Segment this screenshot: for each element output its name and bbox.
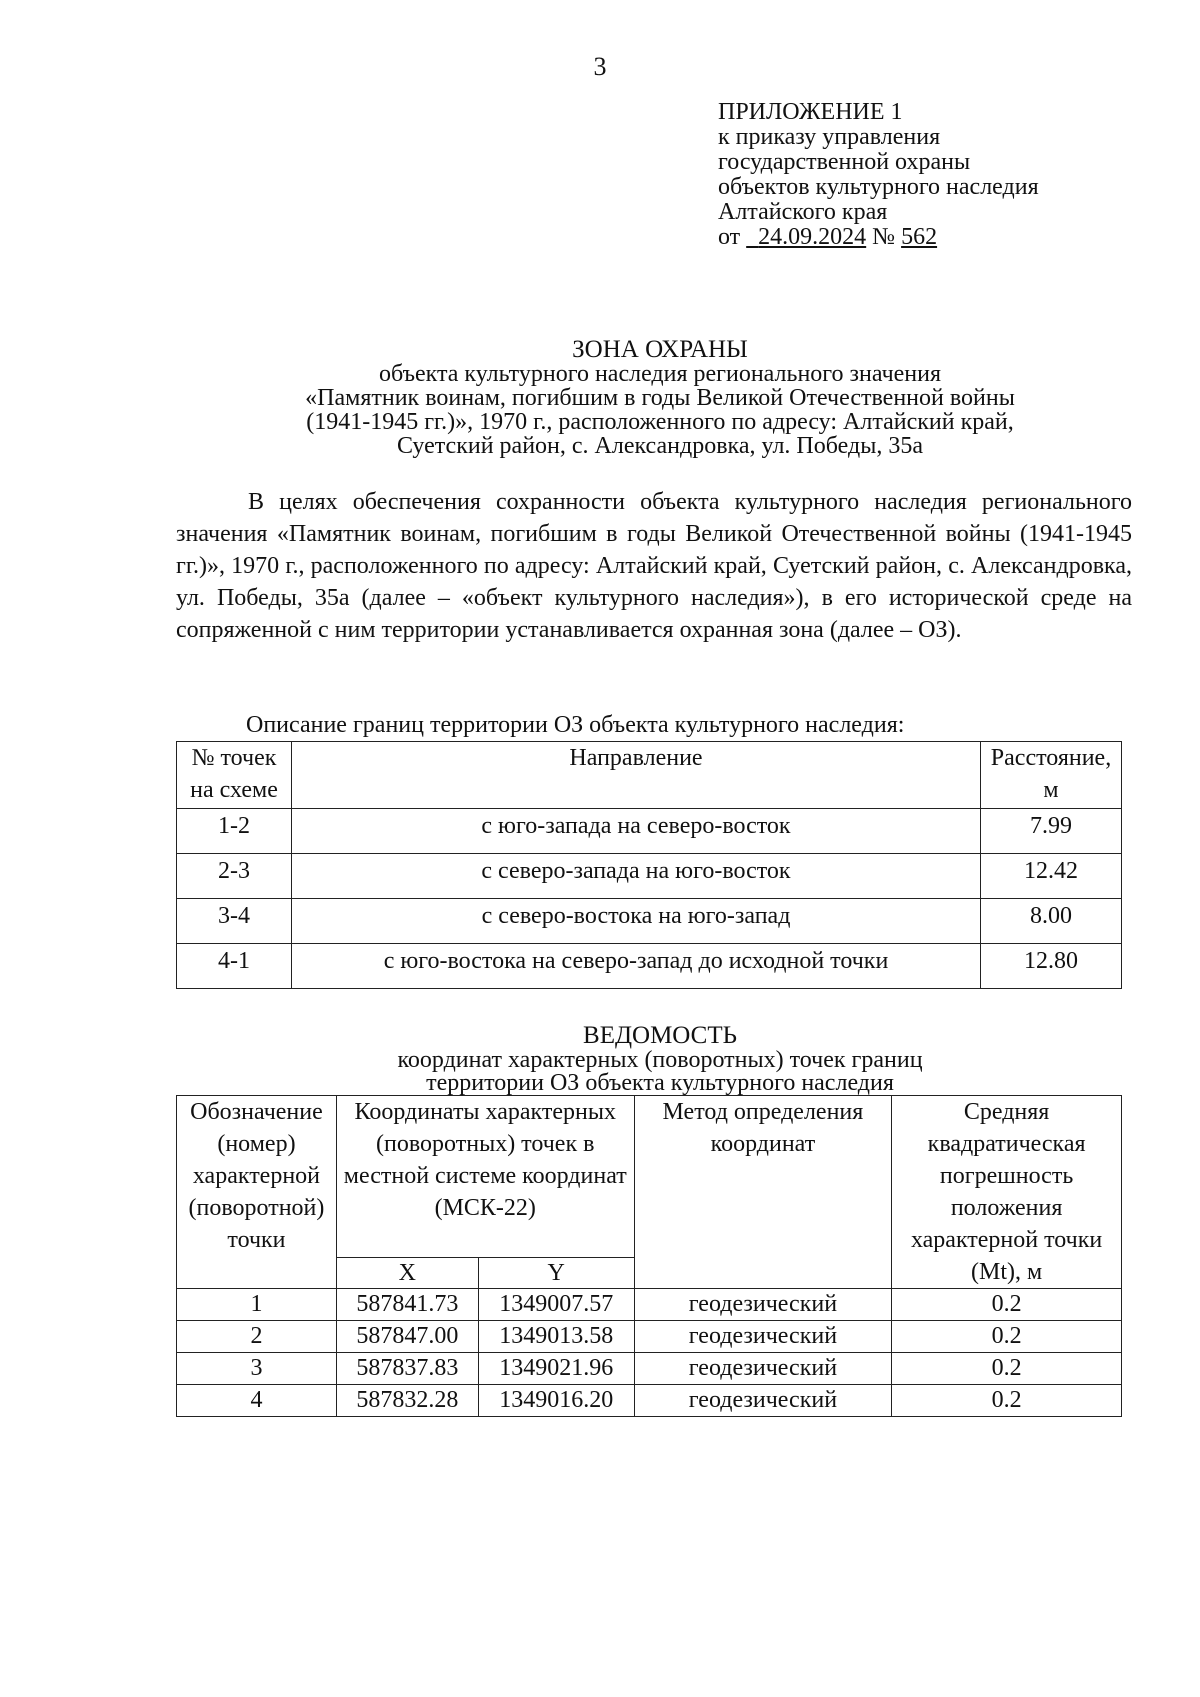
header-points: № точек на схеме: [177, 742, 292, 809]
cell-points: 2-3: [177, 854, 292, 899]
cell-direction: с северо-востока на юго-запад: [292, 899, 981, 944]
table-row: [177, 1385, 1122, 1417]
header-coords: Координаты характерных (поворотных) точек в местной системе координат (МСК-22): [336, 1096, 634, 1258]
cell-distance: 7.99: [981, 809, 1122, 854]
table-row: [177, 944, 1122, 989]
cell-direction: с северо-запада на юго-восток: [292, 854, 981, 899]
cell-point-number: 2: [177, 1321, 337, 1353]
cell-y: 1349013.58: [478, 1321, 634, 1353]
number-prefix: №: [872, 224, 896, 250]
appendix-header: [718, 100, 1039, 250]
cell-distance: 12.42: [981, 854, 1122, 899]
cell-x: 587837.83: [336, 1353, 478, 1385]
cell-method: геодезический: [634, 1353, 892, 1385]
registry-subtitle-line: территории ОЗ объекта культурного наследия: [426, 1070, 894, 1096]
intro-paragraph: [176, 486, 1132, 646]
table-row: [177, 809, 1122, 854]
appendix-line: объектов культурного наследия: [718, 174, 1039, 200]
header-y: Y: [478, 1257, 634, 1288]
zone-subtitle-line: объекта культурного наследия регионального значения: [378, 361, 942, 387]
order-date: 24.09.2024: [758, 224, 867, 250]
cell-method: геодезический: [634, 1321, 892, 1353]
cell-point-number: 3: [177, 1353, 337, 1385]
zone-subtitle-line: «Памятник воинам, погибшим в годы Великой Отечественной войны: [305, 385, 1015, 411]
header-distance: Расстояние, м: [981, 742, 1122, 809]
page-number: 3: [593, 52, 607, 81]
cell-point-number: 4: [177, 1385, 337, 1417]
appendix-line: государственной охраны: [718, 149, 971, 175]
header-direction: Направление: [292, 742, 981, 809]
registry-subtitle-line: координат характерных (поворотных) точек границ: [397, 1047, 923, 1073]
intro-text: В целях обеспечения сохранности объекта культурного наследия регионального значения «Памятник воинам, погибшим в годы Великой Отечественной войны (1941-1945 гг.)», 1970 г., расположенного по адресу: Алтайский край, Суетский район, с. Александровка, ул. Победы, 35а (далее – «объект культурного наследия»), в его исторической среде на сопряженной с ним территории устанавливается охранная зона (далее – ОЗ).: [176, 489, 1132, 643]
zone-subtitle-line: Суетский район, с. Александровка, ул. Победы, 35а: [397, 433, 923, 459]
cell-y: 1349021.96: [478, 1353, 634, 1385]
cell-x: 587841.73: [336, 1289, 478, 1321]
table-header-row: [177, 1096, 1122, 1258]
coordinates-table: [176, 1095, 1122, 1417]
cell-method: геодезический: [634, 1385, 892, 1417]
zone-title: ЗОНА ОХРАНЫ: [572, 336, 748, 363]
header-error: Средняя квадратическая погрешность положения характерной точки (Mt), м: [892, 1096, 1122, 1289]
cell-y: 1349007.57: [478, 1289, 634, 1321]
header-method: Метод определения координат: [634, 1096, 892, 1289]
cell-x: 587832.28: [336, 1385, 478, 1417]
cell-points: 1-2: [177, 809, 292, 854]
table-header-row: [177, 742, 1122, 809]
order-number: 562: [901, 224, 938, 250]
appendix-line: к приказу управления: [718, 124, 941, 150]
cell-error: 0.2: [892, 1385, 1122, 1417]
boundaries-caption: Описание границ территории ОЗ объекта культурного наследия:: [246, 712, 905, 738]
table-row: [177, 1289, 1122, 1321]
cell-error: 0.2: [892, 1353, 1122, 1385]
appendix-date-line: [718, 225, 1039, 250]
cell-distance: 8.00: [981, 899, 1122, 944]
cell-direction: с юго-востока на северо-запад до исходной точки: [292, 944, 981, 989]
cell-error: 0.2: [892, 1289, 1122, 1321]
cell-points: 4-1: [177, 944, 292, 989]
cell-direction: с юго-запада на северо-восток: [292, 809, 981, 854]
table-row: [177, 899, 1122, 944]
appendix-title: ПРИЛОЖЕНИЕ 1: [718, 99, 903, 125]
table-row: [177, 1353, 1122, 1385]
zone-subtitle-line: (1941-1945 гг.)», 1970 г., расположенного по адресу: Алтайский край,: [306, 409, 1014, 435]
cell-method: геодезический: [634, 1289, 892, 1321]
header-x: X: [336, 1257, 478, 1288]
cell-error: 0.2: [892, 1321, 1122, 1353]
table-row: [177, 854, 1122, 899]
cell-point-number: 1: [177, 1289, 337, 1321]
cell-y: 1349016.20: [478, 1385, 634, 1417]
registry-subtitle: [160, 1049, 1160, 1095]
registry-title: ВЕДОМОСТЬ: [583, 1022, 737, 1049]
cell-x: 587847.00: [336, 1321, 478, 1353]
header-designation: Обозначение (номер) характерной (поворотной) точки: [177, 1096, 337, 1289]
cell-points: 3-4: [177, 899, 292, 944]
appendix-line: Алтайского края: [718, 199, 888, 225]
boundaries-table: [176, 741, 1122, 989]
table-row: [177, 1321, 1122, 1353]
cell-distance: 12.80: [981, 944, 1122, 989]
date-prefix: от: [718, 224, 741, 250]
zone-subtitle: [160, 362, 1160, 458]
